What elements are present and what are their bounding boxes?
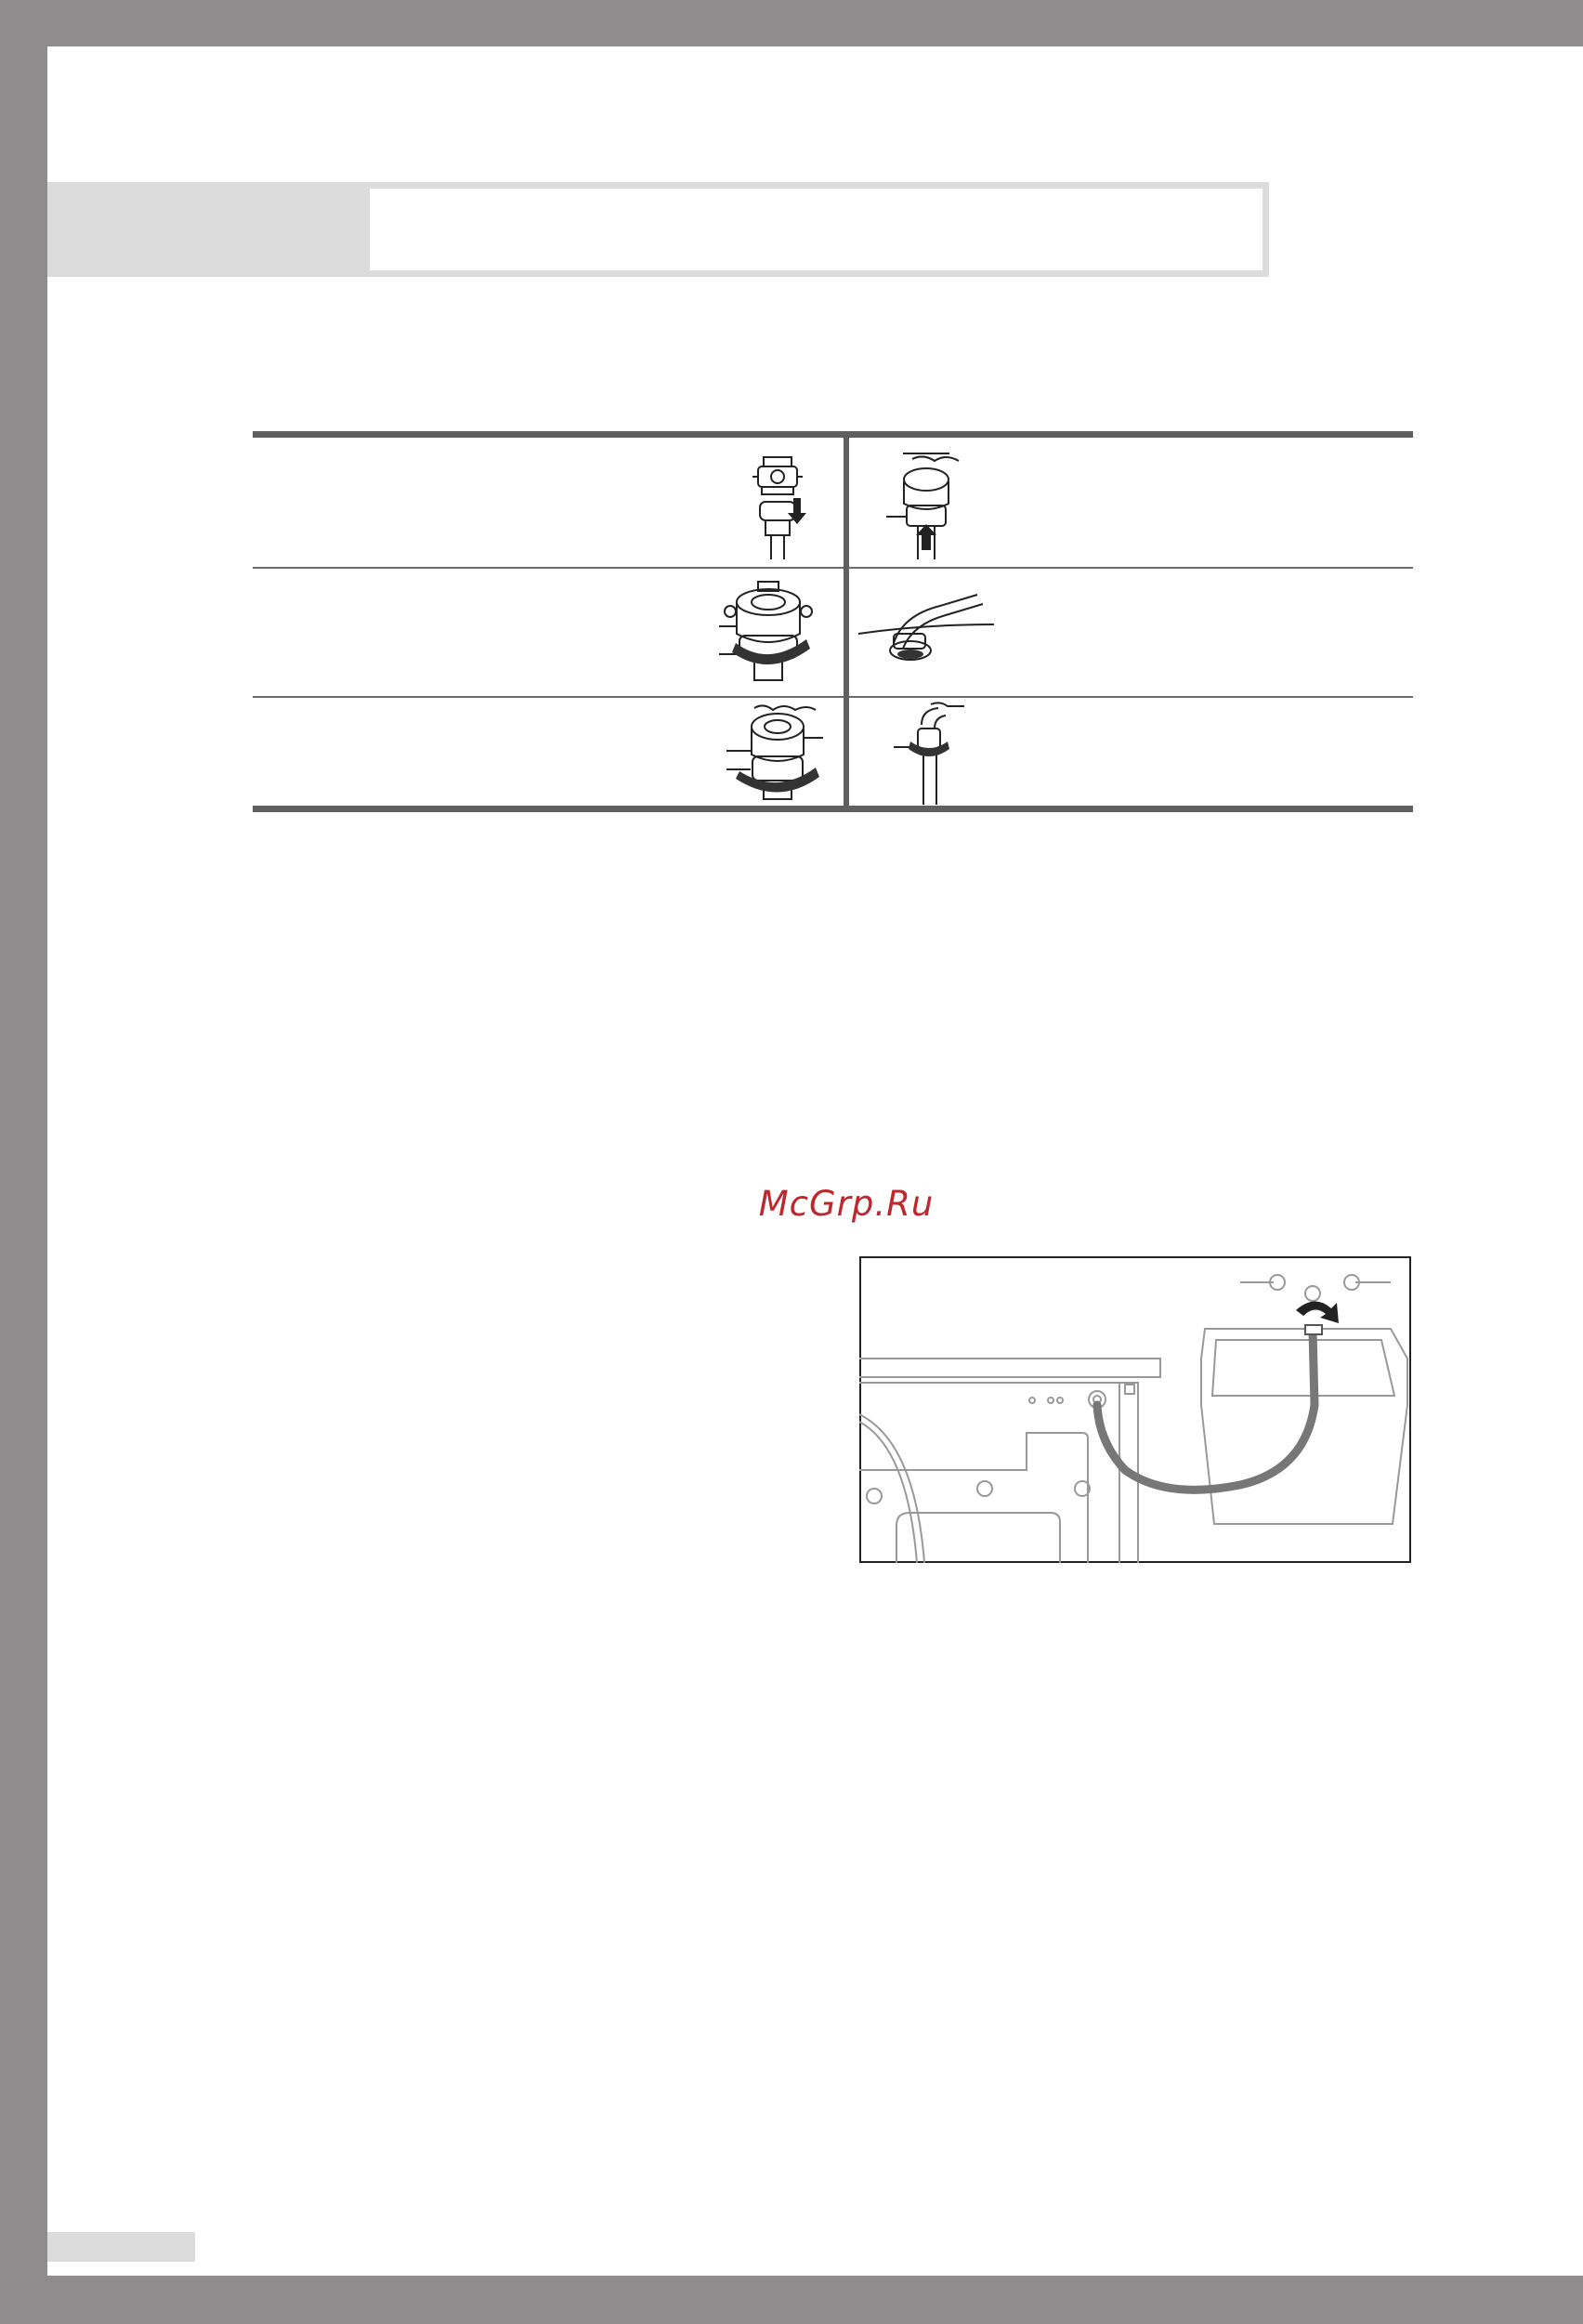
section-title-box bbox=[363, 182, 1269, 277]
table-top-rule bbox=[253, 431, 1413, 438]
hose-adapter-connect-icon bbox=[745, 450, 810, 561]
table-column-divider bbox=[844, 431, 849, 812]
installation-steps-table bbox=[253, 431, 1413, 812]
adapter-screws-icon bbox=[717, 578, 819, 689]
manual-page bbox=[47, 46, 1583, 2276]
hose-click-icon bbox=[894, 701, 977, 807]
hose-push-up-icon bbox=[884, 450, 968, 561]
page-number-tab bbox=[47, 2232, 195, 2262]
header-band bbox=[47, 182, 363, 277]
adapter-tighten-icon bbox=[726, 702, 829, 805]
table-bottom-rule bbox=[253, 806, 1413, 812]
washer-inlet-hose-to-tap-illustration bbox=[859, 1256, 1411, 1563]
hose-to-machine-icon bbox=[857, 587, 996, 680]
watermark-text: McGrp.Ru bbox=[758, 1184, 935, 1224]
table-row-divider bbox=[253, 696, 1413, 698]
table-row-divider bbox=[253, 567, 1413, 569]
